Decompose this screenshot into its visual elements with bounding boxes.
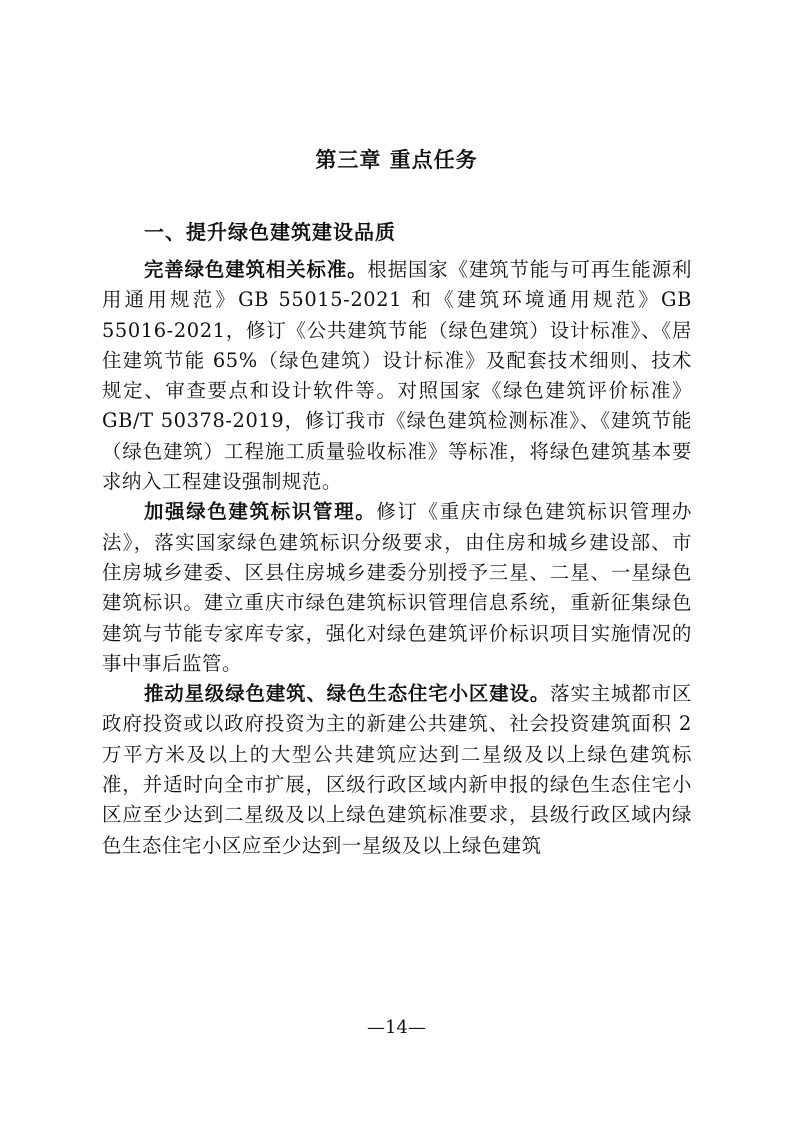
paragraph-label-management xyxy=(102,497,692,679)
paragraph-standards xyxy=(102,255,692,497)
section-heading: 一、提升绿色建筑建设品质 xyxy=(144,220,396,244)
paragraph-lead: 加强绿色建筑标识管理。 xyxy=(144,500,377,524)
paragraph-text: 根据国家《建筑节能与可再生能源利用通用规范》GB 55015-2021 和《建筑环境通用规范》GB 55016-2021，修订《公共建筑节能（绿色建筑）设计标准》、《居住建筑节能 65%（绿色建筑）设计标准》及配套技术细则、技术规定、审查要点和设计软件等。对照国家《绿色建筑评价标准》GB/T 50378-2019，修订我市《绿色建筑检测标准》、《建筑节能（绿色建筑）工程施工质量验收标准》等标准，将绿色建筑基本要求纳入工程建设强制规范。 xyxy=(102,258,692,494)
body-text xyxy=(102,255,692,861)
page-number: —14— xyxy=(367,1017,426,1038)
paragraph-lead: 推动星级绿色建筑、绿色生态住宅小区建设。 xyxy=(144,682,551,706)
paragraph-star-rated xyxy=(102,679,692,861)
paragraph-text: 落实主城都市区政府投资或以政府投资为主的新建公共建筑、社会投资建筑面积 2 万平方米及以上的大型公共建筑应达到二星级及以上绿色建筑标准，并适时向全市扩展，区级行政区域内新申报的绿色生态住宅小区应至少达到二星级及以上绿色建筑标准要求，县级行政区域内绿色生态住宅小区应至少达到一星级及以上绿色建筑 xyxy=(102,682,693,857)
paragraph-text: 修订《重庆市绿色建筑标识管理办法》，落实国家绿色建筑标识分级要求，由住房和城乡建设部、市住房城乡建委、区县住房城乡建委分别授予三星、二星、一星绿色建筑标识。建立重庆市绿色建筑标识管理信息系统，重新征集绿色建筑与节能专家库专家，强化对绿色建筑评价标识项目实施情况的事中事后监管。 xyxy=(102,500,692,675)
chapter-title: 第三章 重点任务 xyxy=(315,147,478,172)
paragraph-lead: 完善绿色建筑相关标准。 xyxy=(144,258,368,281)
